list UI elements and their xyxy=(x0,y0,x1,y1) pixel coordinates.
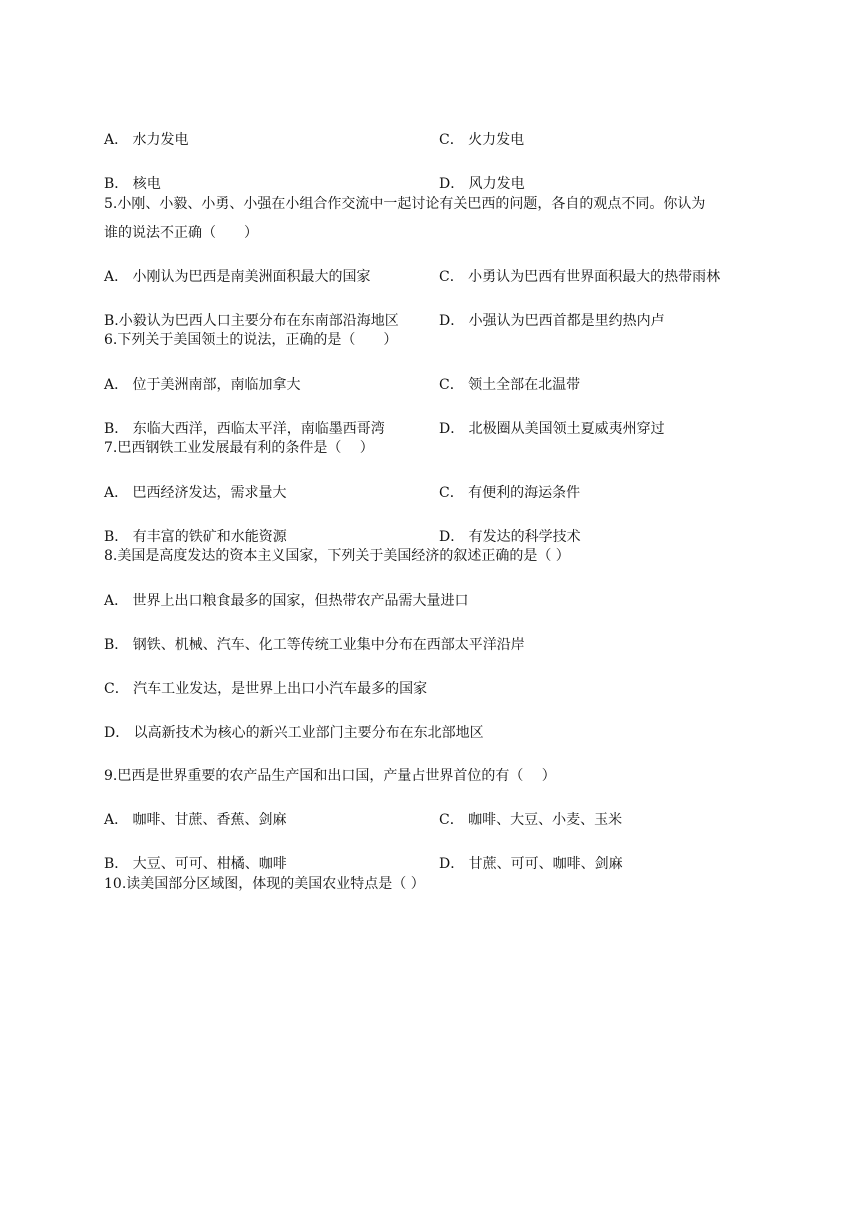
q7-option-a: A． 巴西经济发达，需求量大 xyxy=(104,485,287,501)
q8-option-d: D． 以高新技术为核心的新兴工业部门主要分布在东北部地区 xyxy=(104,725,484,741)
q9-option-a: A． 咖啡、甘蔗、香蕉、剑麻 xyxy=(104,812,287,828)
q9-option-b: B． 大豆、可可、柑橘、咖啡 xyxy=(104,856,287,872)
q7-option-d: D． 有发达的科学技术 xyxy=(439,529,581,545)
q5-option-d: D． 小强认为巴西首都是里约热内卢 xyxy=(439,313,665,329)
q9-option-c: C． 咖啡、大豆、小麦、玉米 xyxy=(439,812,623,828)
q10-stem: 10.读美国部分区域图，体现的美国农业特点是（ ） xyxy=(104,876,425,892)
q6-stem: 6.下列关于美国领土的说法，正确的是（ ） xyxy=(104,332,398,348)
q8-stem: 8.美国是高度发达的资本主义国家，下列关于美国经济的叙述正确的是（ ） xyxy=(104,548,570,564)
q9-option-d: D． 甘蔗、可可、咖啡、剑麻 xyxy=(439,856,623,872)
q5-option-b: B.小毅认为巴西人口主要分布在东南部沿海地区 xyxy=(104,313,399,329)
q8-option-b: B． 钢铁、机械、汽车、化工等传统工业集中分布在西部太平洋沿岸 xyxy=(104,637,525,653)
q5-option-a: A． 小刚认为巴西是南美洲面积最大的国家 xyxy=(104,269,371,285)
q8-option-c: C． 汽车工业发达，是世界上出口小汽车最多的国家 xyxy=(104,681,428,697)
q7-option-c: C． 有便利的海运条件 xyxy=(439,485,581,501)
q9-stem: 9.巴西是世界重要的农产品生产国和出口国，产量占世界首位的有（ ） xyxy=(104,768,556,784)
q7-option-b: B． 有丰富的铁矿和水能资源 xyxy=(104,529,287,545)
q5-option-c: C． 小勇认为巴西有世界面积最大的热带雨林 xyxy=(439,269,721,285)
q4-option-c: C． 火力发电 xyxy=(439,132,525,148)
q4-option-d: D． 风力发电 xyxy=(439,176,525,192)
q7-stem: 7.巴西钢铁工业发展最有利的条件是（ ） xyxy=(104,440,374,456)
q6-option-b: B． 东临大西洋，西临太平洋，南临墨西哥湾 xyxy=(104,421,385,437)
q6-option-a: A． 位于美洲南部，南临加拿大 xyxy=(104,377,301,393)
q5-stem-line1: 5.小刚、小毅、小勇、小强在小组合作交流中一起讨论有关巴西的问题，各自的观点不同。你认为 xyxy=(104,196,706,212)
q5-stem-line2: 谁的说法不正确（ ） xyxy=(104,225,258,241)
q8-option-a: A． 世界上出口粮食最多的国家，但热带农产品需大量进口 xyxy=(104,593,469,609)
q4-option-a: A． 水力发电 xyxy=(104,132,189,148)
q4-option-b: B． 核电 xyxy=(104,176,161,192)
q6-option-d: D． 北极圈从美国领土夏威夷州穿过 xyxy=(439,421,665,437)
q6-option-c: C． 领土全部在北温带 xyxy=(439,377,581,393)
